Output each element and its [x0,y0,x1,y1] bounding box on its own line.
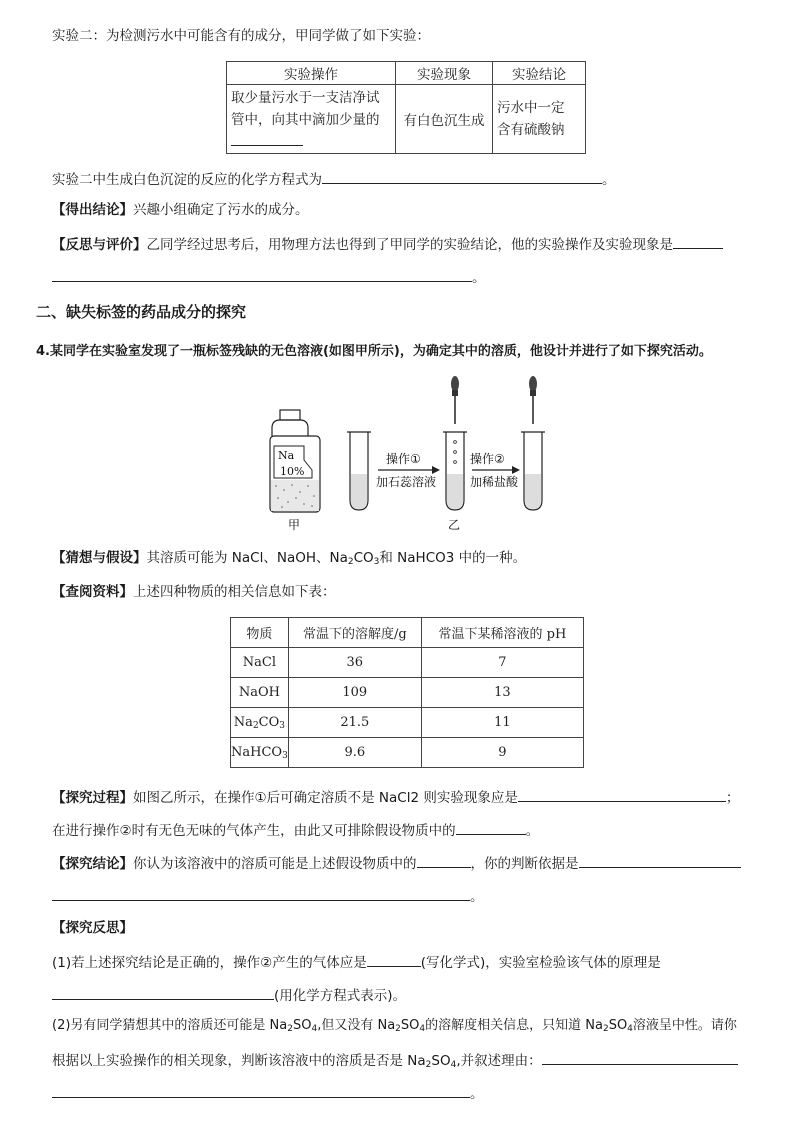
process-line2 [52,819,539,839]
p2-text: 根据以上实验操作的相关现象，判断该溶液中的溶质是否是 Na [52,1053,426,1069]
q4-text [36,342,712,362]
t2-name: NaOH [231,678,289,708]
conclusion2 [52,852,741,872]
exp2-intro: 实验二：为检测污水中可能含有的成分，甲同学做了如下实验： [52,28,430,44]
reflection2-p1-text-b: (写化学式)，实验室检验该气体的原理是 [420,955,661,971]
subscript: 4 [627,1024,633,1034]
t2-ph: 11 [421,708,583,738]
t2-header-substance: 物质 [231,618,289,648]
gas-formula-blank[interactable] [367,951,421,967]
reflection2-p2 [52,1016,737,1036]
process [52,786,739,806]
exp2-conclusion-line2: 含有硫酸钠 [497,122,565,138]
hypothesis-text-c: 和 NaHCO3 中的一种。 [379,550,527,566]
gas-equation-blank[interactable] [52,984,274,1000]
t2-name [231,738,289,768]
subscript: 2 [602,1024,609,1034]
exp2-op-line2: 管中，向其中滴加少量的 [231,112,380,128]
t2-ph: 13 [421,678,583,708]
t2-ph: 7 [421,648,583,678]
reflection1 [52,233,723,253]
tube2-liquid [447,474,463,509]
conclusion2-tag: 【探究结论】 [52,856,133,872]
p2-text: (2)另有同学猜想其中的溶质还可能是 Na [52,1018,288,1033]
exp2-conclusion-line1: 污水中一定 [497,100,565,116]
reflection2-p1-line2 [52,984,406,1004]
conclusion2-text-b: ，你的判断依据是 [470,856,579,872]
info-tag: 【查阅资料】 [52,584,133,600]
exp2-equation-prompt: 实验二中生成白色沉淀的反应的化学方程式为 [52,172,322,188]
t2-solubility: 9.6 [288,738,421,768]
exp2-table [226,61,586,154]
step1-label: 操作① [386,452,421,466]
p2-text: 的溶解度相关信息，只知道 Na [425,1018,603,1033]
p2-text: SO [608,1018,628,1033]
subscript: 4 [311,1024,318,1034]
step2-label: 操作② [470,452,505,466]
label-percent: 10% [280,465,305,478]
t2-solubility: 36 [288,648,421,678]
t2-solubility: 21.5 [288,708,421,738]
conclusion2-blank-c[interactable] [52,885,470,901]
p2-text: SO [400,1018,420,1033]
formula-part: CO [258,714,280,730]
dropper-1 [451,376,459,424]
dropper-2 [529,376,537,424]
t2-header-solubility: 常温下的溶解度/g [288,618,421,648]
period: 。 [472,270,486,286]
reflection2-p2-line3 [52,1082,484,1102]
table-row [231,648,584,678]
process-tag: 【探究过程】 [52,790,133,806]
period: 。 [470,1086,484,1102]
tube3-liquid [525,474,541,509]
formula-part: Na [233,714,253,730]
exp2-header-phenomenon: 实验现象 [396,62,493,85]
process-blank-b[interactable] [456,819,526,835]
substance-table [230,617,584,768]
exp2-op-line1: 取少量污水于一支洁净试 [231,90,380,106]
subscript: 2 [347,557,354,567]
conclusion2-blank-b[interactable] [579,852,741,868]
conclusion1 [52,200,309,220]
reflection2-tag: 【探究反思】 [52,920,133,936]
reflection1-tag: 【反思与评价】 [52,237,147,253]
exp2-header-conclusion: 实验结论 [493,62,586,85]
subscript: 3 [373,557,380,567]
hypothesis-text-a: 其溶质可能为 NaCl、NaOH、Na [146,550,348,566]
subscript: 2 [287,1024,293,1034]
reflection1-line2 [52,266,486,286]
reason-blank-b[interactable] [52,1082,470,1098]
section2-title: 二、缺失标签的药品成分的探究 [36,303,247,321]
subscript: 3 [282,750,288,761]
exp2-operation-cell [227,85,396,154]
p2-text: SO [431,1053,451,1069]
table-row [231,708,584,738]
period: 。 [602,172,616,188]
process-blank-a[interactable] [518,786,726,802]
exp2-equation-line [52,168,616,188]
caption-yi: 乙 [448,518,461,532]
t2-ph: 9 [421,738,583,768]
conclusion2-blank-a[interactable] [417,852,471,868]
formula-part: NaHCO [231,744,283,760]
conclusion1-tag: 【得出结论】 [52,202,133,218]
reflection1-blank-a[interactable] [673,233,723,249]
process-line2-text: 在进行操作②时有无色无味的气体产生，由此又可排除假设物质中的 [52,823,456,839]
exp2-equation-blank[interactable] [322,168,602,184]
experiment-figure [260,374,560,534]
reason-blank-a[interactable] [542,1049,738,1065]
p2-text: ,并叙述理由： [456,1053,542,1069]
t2-header-ph: 常温下某稀溶液的 pH [421,618,583,648]
subscript: 4 [419,1024,426,1034]
p2-text: 溶液呈中性。请你 [632,1018,737,1033]
q4-body: 4.某同学在实验室发现了一瓶标签残缺的无色溶液(如图甲所示)，为确定其中的溶质，他设计并进行了如下探究活动。 [36,344,712,359]
reflection1-blank-b[interactable] [52,266,472,282]
table-row [231,738,584,768]
reflection2-p1 [52,951,661,971]
exp2-conclusion-cell [493,85,586,154]
reflection2-p1-text-c: (用化学方程式表示)。 [274,988,407,1004]
p2-text: SO [292,1018,312,1033]
conclusion2-line2 [52,885,484,905]
caption-jia: 甲 [288,518,301,532]
reflection2-p2-line2 [52,1049,738,1069]
subscript: 2 [252,720,259,731]
reflection1-text: 乙同学经过思考后，用物理方法也得到了甲同学的实验结论，他的实验操作及实验现象是 [146,237,673,253]
step1-desc: 加石蕊溶液 [376,475,437,489]
step2-desc: 加稀盐酸 [470,475,519,489]
period: 。 [470,889,484,905]
punct: ； [725,790,740,806]
hypothesis-tag: 【猜想与假设】 [52,550,147,566]
info-text: 上述四种物质的相关信息如下表： [133,584,336,600]
t2-name [231,708,289,738]
p2-text: ,但又没有 Na [317,1018,396,1033]
process-text: 如图乙所示，在操作①后可确定溶质不是 NaCl2 则实验现象应是 [133,790,518,806]
t2-name: NaCl [231,648,289,678]
t2-solubility: 109 [288,678,421,708]
subscript: 3 [279,720,286,731]
hypothesis-text-b: CO [353,550,374,566]
hypothesis [52,548,526,568]
exp2-header-operation: 实验操作 [227,62,396,85]
table-row [231,678,584,708]
exp2-op-blank[interactable] [231,131,303,146]
reflection2-p1-text-a: (1)若上述探究结论是正确的，操作②产生的气体应是 [52,955,367,971]
conclusion2-text-a: 你认为该溶液中的溶质可能是上述假设物质中的 [133,856,417,872]
subscript: 4 [450,1060,457,1070]
subscript: 2 [425,1060,432,1070]
tube1-liquid [351,474,367,509]
info [52,582,336,602]
conclusion1-text: 兴趣小组确定了污水的成分。 [133,202,309,218]
label-na: Na [278,449,295,462]
period: 。 [525,823,540,839]
subscript: 2 [395,1024,401,1034]
exp2-phenomenon-cell: 有白色沉生成 [396,85,493,154]
